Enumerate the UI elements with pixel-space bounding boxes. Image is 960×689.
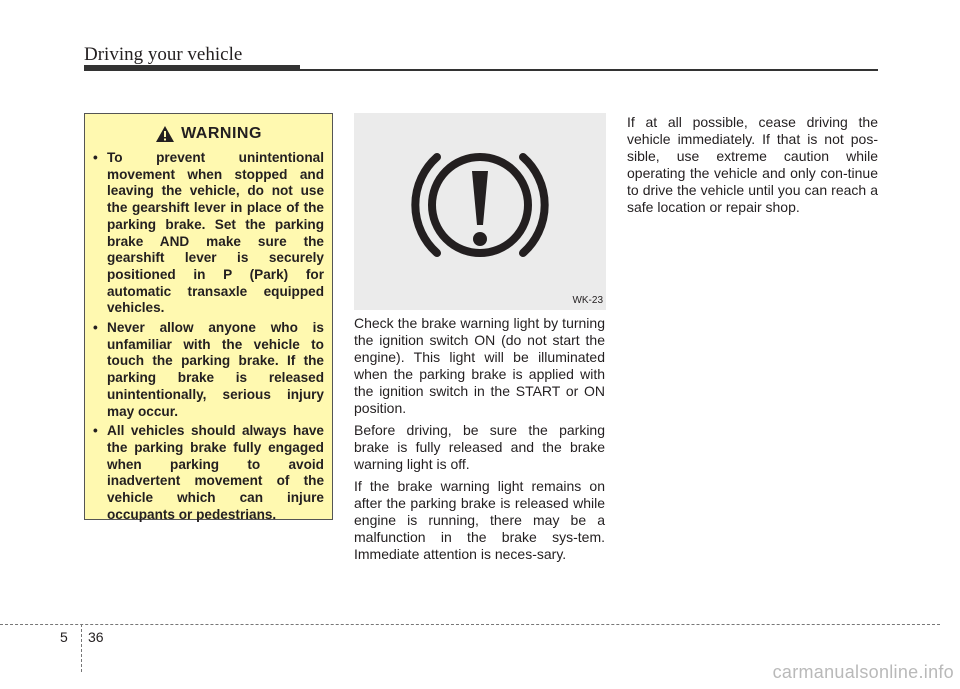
warning-header xyxy=(93,122,324,146)
warning-box xyxy=(84,113,333,520)
bullet: • xyxy=(93,150,98,165)
warning-item-text: To prevent unintentional movement when stopped and leaving the vehicle, do not use the gearshift lever in place of the parking brake. Set the parking brake AND make sure the gearshift lever is securely positioned in P (Park) for automatic transaxle equipped vehicles. xyxy=(107,150,324,316)
header-rule-thin xyxy=(300,69,878,71)
middle-column xyxy=(354,315,605,568)
header-rule-thick xyxy=(84,65,300,71)
paragraph: Check the brake warning light by turning the ignition switch ON (do not start the engine). This light will be illuminated when the parking brake is applied with the ignition switch in the START or ON position. xyxy=(354,315,605,416)
warning-item xyxy=(93,150,324,317)
warning-title: WARNING xyxy=(181,125,262,142)
warning-triangle-icon xyxy=(155,125,175,143)
bullet: • xyxy=(93,320,98,336)
brake-warning-light-icon xyxy=(354,113,606,310)
warning-item-text: Never allow anyone who is unfamiliar with the vehicle to touch the parking brake. If the parking brake is released unintentionally, serious injury may occur. xyxy=(107,320,324,419)
warning-item-text: All vehicles should always have the parking brake fully engaged when parking to avoid inadvertent movement of the vehicle which can injure occupants or pedestrians. xyxy=(107,423,324,522)
brake-warning-figure xyxy=(354,113,606,310)
paragraph: If at all possible, cease driving the vehicle immediately. If that is not pos-sible, use extreme caution while operating the vehicle and only con-tinue to drive the vehicle until you can reach a safe location or repair shop. xyxy=(627,114,878,215)
figure-code: WK-23 xyxy=(572,295,603,306)
footer-divider xyxy=(81,624,82,672)
watermark: carmanualsonline.info xyxy=(772,662,954,682)
paragraph: If the brake warning light remains on after the parking brake is released while engine is running, there may be a malfunction in the brake sys-tem. Immediate attention is neces-sary. xyxy=(354,478,605,562)
warning-item xyxy=(93,320,324,420)
bullet: • xyxy=(93,423,98,439)
right-column xyxy=(627,114,878,221)
warning-item xyxy=(93,423,324,523)
page-number: 36 xyxy=(88,629,104,645)
chapter-number: 5 xyxy=(60,629,68,645)
warning-list xyxy=(93,150,324,523)
section-title: Driving your vehicle xyxy=(84,44,243,65)
paragraph: Before driving, be sure the parking brake is fully released and the brake warning light is off. xyxy=(354,422,605,472)
footer-rule xyxy=(0,624,940,625)
